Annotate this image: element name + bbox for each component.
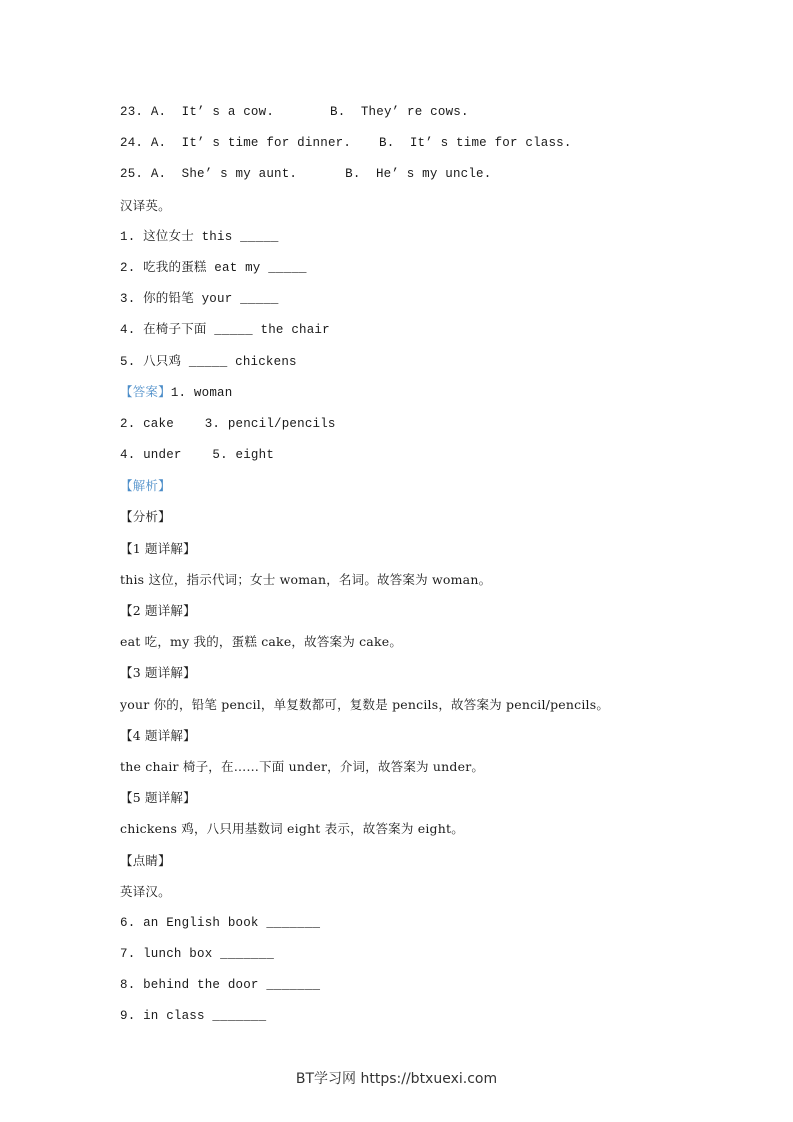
section-title-e2c: 英译汉。 xyxy=(120,883,171,899)
choice-question-25 xyxy=(120,164,680,195)
dianjing-label: 【点睛】 xyxy=(120,852,171,868)
question-number: 23. xyxy=(120,105,144,119)
detail-text-4: the chair 椅子，在……下面 under，介词，故答案为 under。 xyxy=(120,758,485,774)
c2e-item-2: 2. 吃我的蛋糕 eat my _____ xyxy=(120,260,307,275)
c2e-item-1: 1. 这位女士 this _____ xyxy=(120,229,279,244)
e2c-item-8: 8. behind the door _______ xyxy=(120,978,321,993)
answer-line-1 xyxy=(120,383,680,414)
detail-title-2: 【2 题详解】 xyxy=(120,603,196,618)
c2e-item-4: 4. 在椅子下面 _____ the chair xyxy=(120,323,330,338)
detail-title-4: 【4 题详解】 xyxy=(120,727,196,743)
question-number: 24. xyxy=(120,136,144,151)
answer-line-3: 4. under 5. eight xyxy=(120,448,275,463)
fenxi-label: 【分析】 xyxy=(120,509,171,525)
question-number: 25. xyxy=(120,167,144,182)
c2e-item-3: 3. 你的铅笔 your _____ xyxy=(120,292,279,307)
answer-line-2: 2. cake 3. pencil/pencils xyxy=(120,416,336,431)
detail-text-5: chickens 鸡，八只用基数词 eight 表示，故答案为 eight。 xyxy=(120,821,464,837)
document-page xyxy=(120,102,680,1038)
detail-text-3: your 你的，铅笔 pencil，单复数都可，复数是 pencils，故答案为 pencil/pencils。 xyxy=(120,696,610,712)
answer-label: 【答案】 xyxy=(120,385,171,400)
option-b: B. He’ s my uncle. xyxy=(345,167,492,182)
answer-text: 1. woman xyxy=(170,385,233,400)
detail-title-5: 【5 题详解】 xyxy=(120,790,196,806)
section-title-c2e: 汉译英。 xyxy=(120,197,171,213)
e2c-item-7: 7. lunch box _______ xyxy=(120,947,275,962)
e2c-item-9: 9. in class _______ xyxy=(120,1009,267,1024)
c2e-item-5: 5. 八只鸡 _____ chickens xyxy=(120,354,297,369)
footer-watermark: BT学习网 https://btxuexi.com xyxy=(295,1071,498,1087)
choice-question-23 xyxy=(120,102,680,133)
choice-question-24 xyxy=(120,133,680,164)
option-b: B. They’ re cows. xyxy=(330,105,469,119)
detail-title-1: 【1 题详解】 xyxy=(120,540,196,556)
e2c-item-6: 6. an English book _______ xyxy=(120,915,321,930)
option-a: A. It’ s time for dinner. xyxy=(150,136,352,151)
analysis-label: 【解析】 xyxy=(120,478,171,494)
option-b: B. It’ s time for class. xyxy=(379,136,572,151)
option-a: A. She’ s my aunt. xyxy=(150,167,298,182)
detail-text-1: this 这位，指示代词；女士 woman，名词。故答案为 woman。 xyxy=(120,571,492,587)
detail-text-2: eat 吃，my 我的，蛋糕 cake，故答案为 cake。 xyxy=(120,634,403,650)
detail-title-3: 【3 题详解】 xyxy=(120,665,196,681)
option-a: A. It’ s a cow. xyxy=(150,105,275,119)
